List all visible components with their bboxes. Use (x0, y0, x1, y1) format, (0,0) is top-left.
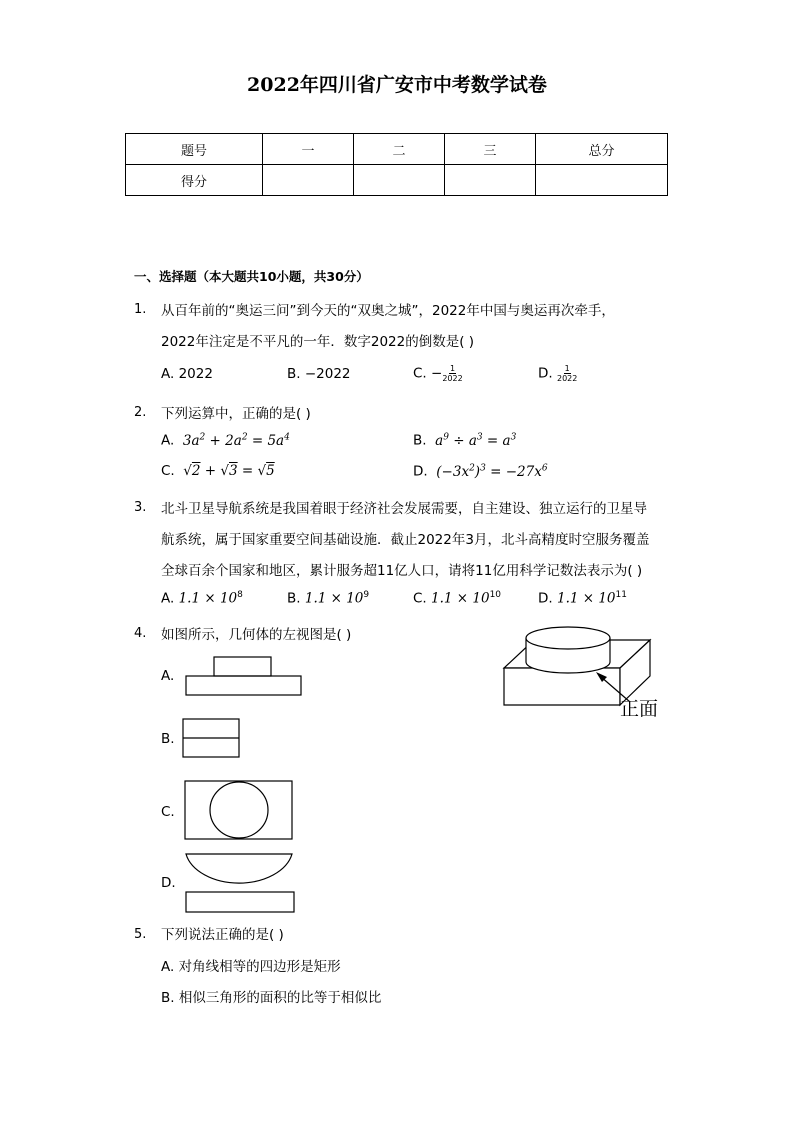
score-cell[interactable] (445, 165, 536, 196)
minus-sign: − (431, 365, 443, 382)
option-b-label[interactable]: B. (161, 731, 175, 747)
option-d-figure[interactable] (184, 852, 299, 916)
question-text: 如图所示，几何体的左视图是( ) (161, 627, 352, 643)
option-label: B. (287, 590, 301, 607)
question-number: 2. (134, 405, 147, 420)
option-base: 1.1 × 10 (431, 590, 490, 607)
numerator: 1 (564, 364, 570, 373)
option-d[interactable] (538, 590, 627, 607)
option-a-label[interactable]: A. (161, 668, 175, 684)
score-table (125, 133, 668, 196)
option-base: 1.1 × 10 (178, 590, 238, 607)
table-header-cell: 总分 (536, 134, 668, 165)
score-cell[interactable] (536, 165, 668, 196)
denominator: 2022 (442, 374, 463, 383)
question-number: 4. (134, 626, 147, 641)
option-b[interactable]: B. 相似三角形的面积的比等于相似比 (161, 990, 382, 1006)
option-a[interactable]: A. 对角线相等的四边形是矩形 (161, 959, 341, 975)
option-d[interactable] (538, 364, 577, 383)
score-table-score-row (126, 165, 668, 196)
option-label: C. (413, 365, 427, 382)
exponent: 8 (237, 590, 243, 600)
exponent: 10 (489, 590, 502, 600)
exponent: 11 (615, 590, 627, 600)
numerator: 1 (449, 364, 456, 373)
question-text: 北斗卫星导航系统是我国着眼于经济社会发展需要，自主建设、独立运行的卫星导 (161, 501, 647, 517)
option-label: D. (538, 590, 553, 607)
score-cell[interactable] (263, 165, 354, 196)
option-label: D. (538, 365, 553, 382)
table-header-cell: 二 (354, 134, 445, 165)
option-label: D. (413, 463, 428, 480)
option-b[interactable]: B. $a^9 \div a^3 = a^3$ (413, 432, 517, 449)
option-label: B. (413, 432, 427, 449)
option-a[interactable]: A. 2022 (161, 366, 213, 382)
option-label: A. (161, 590, 175, 607)
question-text: 下列运算中，正确的是( ) (161, 406, 311, 422)
question-text: 2022年注定是不平凡的一年．数字2022的倒数是( ) (161, 334, 475, 350)
question-number: 1. (134, 302, 147, 317)
front-label: 正面 (620, 698, 659, 720)
fraction (557, 364, 577, 383)
option-a-figure[interactable] (185, 656, 305, 698)
exam-title: 2022年四川省广安市中考数学试卷 (247, 74, 547, 96)
table-row-label: 得分 (126, 165, 263, 196)
option-label: C. (413, 590, 427, 607)
fraction (442, 364, 462, 383)
option-d-label[interactable]: D. (161, 875, 176, 891)
denominator: 2022 (556, 374, 578, 383)
option-d[interactable]: D. $(-3x^2)^3 = -27x^6$ (413, 463, 548, 480)
score-table-header-row (126, 134, 668, 165)
option-c[interactable] (413, 590, 501, 607)
option-base: 1.1 × 10 (556, 590, 616, 607)
option-c-figure[interactable] (184, 780, 296, 842)
option-b[interactable]: B. −2022 (287, 366, 351, 382)
table-header-cell: 题号 (126, 134, 263, 165)
question-number: 3. (134, 500, 147, 515)
section-heading: 一、选择题（本大题共10小题，共30分） (134, 269, 369, 284)
option-a[interactable] (161, 590, 243, 607)
option-b-figure[interactable] (182, 718, 242, 760)
question-number: 5. (134, 927, 147, 942)
option-base: 1.1 × 10 (304, 590, 364, 607)
option-a[interactable]: A. $3a^2 + 2a^2 = 5a^4$ (161, 432, 290, 449)
option-label: A. (161, 432, 175, 449)
table-header-cell: 一 (263, 134, 354, 165)
option-label: C. (161, 463, 175, 479)
question-text: 航系统，属于国家重要空间基础设施．截止2022年3月，北斗高精度时空服务覆盖 (161, 532, 650, 548)
option-c[interactable]: C. √2 + √3 = √5 (161, 463, 275, 479)
question-text: 从百年前的“奥运三问”到今天的“双奥之城”，2022年中国与奥运再次牵手， (161, 303, 615, 319)
option-b[interactable] (287, 590, 369, 607)
option-c-label[interactable]: C. (161, 804, 175, 820)
question-text: 全球百余个国家和地区，累计服务超11亿人口，请将11亿用科学记数法表示为( ) (161, 563, 643, 579)
exponent: 9 (363, 590, 370, 600)
score-cell[interactable] (354, 165, 445, 196)
option-c[interactable] (413, 364, 463, 383)
table-header-cell: 三 (445, 134, 536, 165)
question-text: 下列说法正确的是( ) (161, 927, 284, 943)
